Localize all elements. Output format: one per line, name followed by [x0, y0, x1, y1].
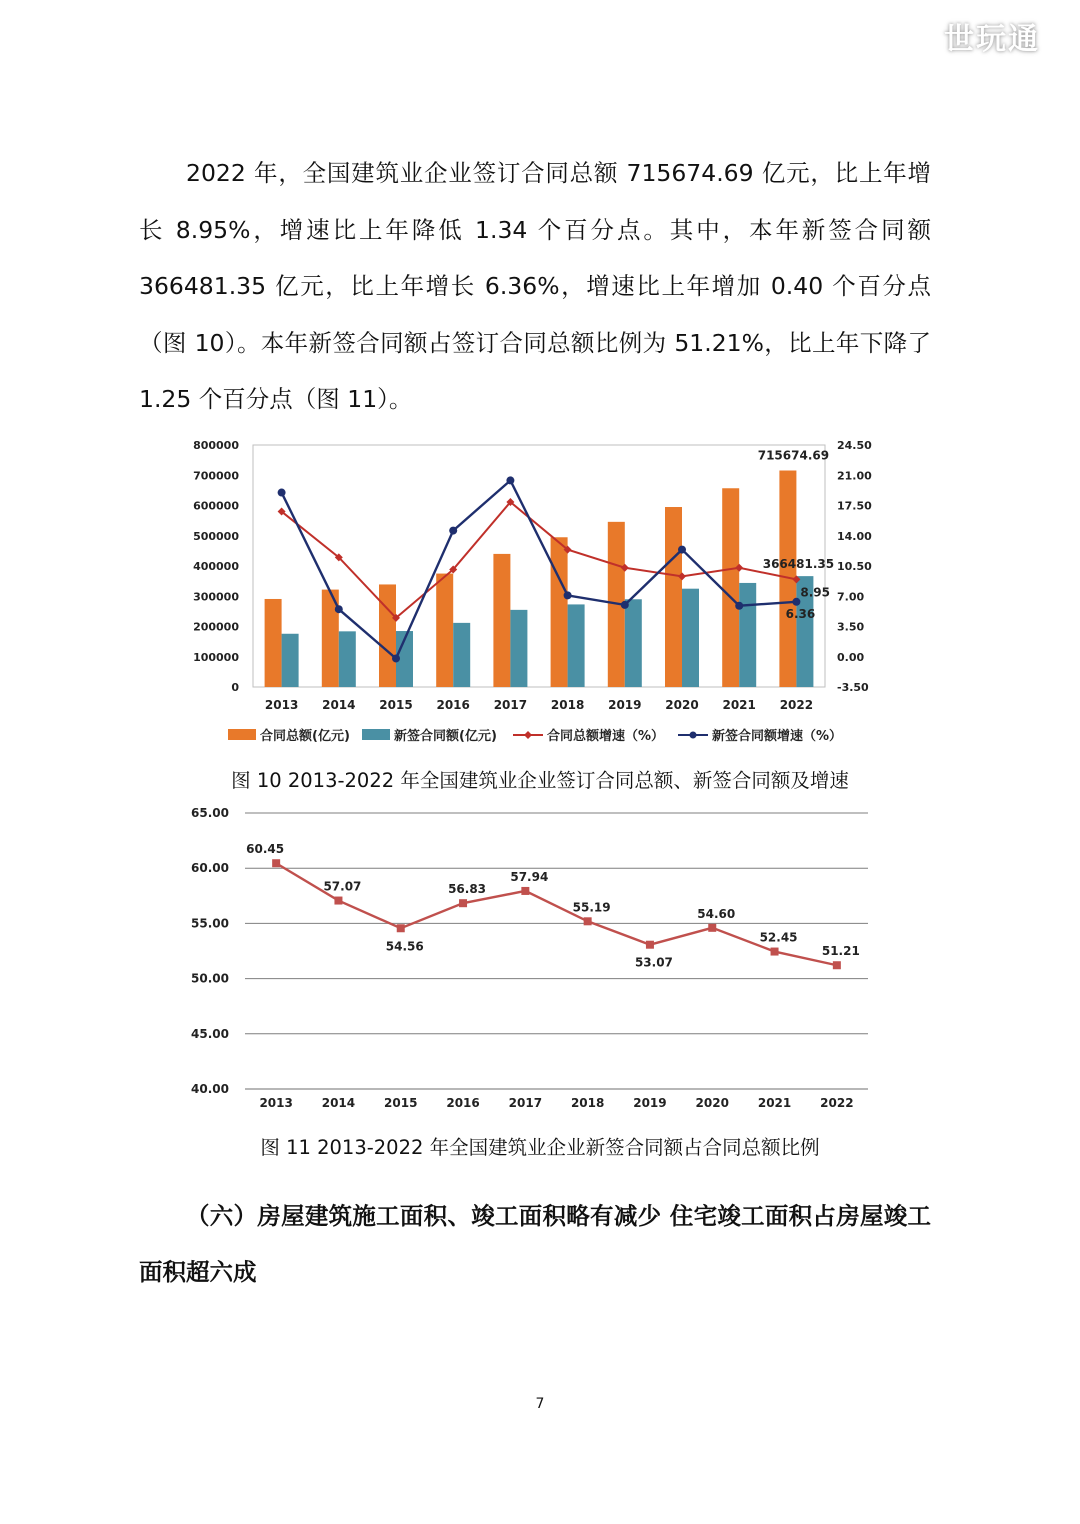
ratio-point: [646, 941, 654, 949]
legend-label: 新签合同额(亿元): [394, 729, 497, 744]
point-new-growth: [564, 591, 572, 599]
point-new-growth: [506, 476, 514, 484]
line-total-growth: [282, 502, 797, 618]
x-tick-label: 2017: [508, 1096, 543, 1110]
y-tick-label: 40.00: [191, 1082, 229, 1096]
ratio-line: [276, 863, 837, 965]
point-new-growth: [392, 654, 400, 662]
intro-paragraph: 2022 年，全国建筑业企业签订合同总额 715674.69 亿元，比上年增长 8.95%，增速比上年降低 1.34 个百分点。其中，本年新签合同额 366481.35 亿元，比上年增长 6.36%，增速比上年增加 0.40 个百分点（图 10）。本年新签合同额占签订合同总额比例为 51.21%，比上年下降了 1.25 个百分点（图 11）。: [139, 159, 931, 413]
x-tick-label: 2022: [779, 698, 814, 712]
x-tick-label: 2020: [665, 698, 699, 712]
point-new-growth: [735, 602, 743, 610]
bar-new-contract: [282, 634, 299, 687]
legend-swatch: [362, 729, 390, 740]
line-new-growth: [282, 480, 797, 658]
right-tick-label: -3.50: [837, 681, 869, 694]
right-tick-label: 3.50: [837, 620, 865, 634]
x-tick-label: 2019: [633, 1096, 667, 1110]
annotation-total-growth-2022: 8.95: [800, 585, 831, 600]
bar-new-contract: [453, 623, 470, 687]
right-tick-label: 21.00: [837, 469, 872, 483]
page-number: 7: [535, 1396, 545, 1412]
bar-total-contract: [379, 584, 396, 687]
watermark-logo: 世玩通: [944, 22, 1040, 57]
ratio-data-label: 60.45: [246, 842, 285, 857]
bar-total-contract: [493, 554, 510, 687]
right-tick-label: 10.50: [837, 560, 872, 573]
y-tick-label: 65.00: [191, 806, 229, 820]
ratio-point: [584, 917, 592, 925]
ratio-point: [708, 924, 716, 932]
right-tick-label: 17.50: [837, 499, 872, 513]
x-tick-label: 2014: [321, 1096, 356, 1110]
ratio-data-label: 53.07: [634, 955, 673, 970]
right-tick-label: 0.00: [837, 650, 865, 664]
legend-label: 合同总额(亿元): [260, 729, 350, 744]
ratio-point: [397, 924, 405, 932]
x-tick-label: 2021: [722, 698, 756, 712]
bar-new-contract: [682, 589, 699, 687]
left-tick-label: 300000: [193, 590, 239, 604]
right-tick-label: 24.50: [837, 439, 872, 452]
ratio-data-label: 55.19: [572, 900, 611, 915]
ratio-data-label: 54.60: [697, 906, 736, 921]
annotation-new-growth-2022: 6.36: [785, 606, 816, 621]
bar-total-contract: [551, 537, 568, 687]
left-tick-label: 700000: [193, 469, 239, 483]
legend-marker: [524, 731, 532, 739]
bar-total-contract: [665, 507, 682, 687]
x-tick-label: 2016: [436, 698, 470, 712]
point-new-growth: [278, 489, 286, 497]
legend-marker: [690, 732, 697, 739]
left-tick-label: 400000: [193, 560, 239, 573]
ratio-data-label: 57.07: [323, 879, 362, 894]
bar-new-contract: [339, 631, 356, 687]
left-tick-label: 200000: [193, 620, 239, 634]
point-new-growth: [449, 527, 457, 535]
bar-new-contract: [739, 583, 756, 687]
x-tick-label: 2016: [446, 1096, 480, 1110]
figure-10-chart: [0, 425, 1080, 760]
ratio-data-label: 54.56: [385, 939, 424, 954]
y-tick-label: 45.00: [191, 1026, 229, 1041]
figure-11-caption: 图 11 2013-2022 年全国建筑业企业新签合同额占合同总额比例: [260, 1136, 820, 1159]
bar-total-contract: [265, 599, 282, 687]
left-tick-label: 600000: [193, 499, 239, 513]
right-tick-label: 7.00: [837, 590, 865, 604]
x-tick-label: 2013: [259, 1096, 293, 1110]
point-new-growth: [678, 546, 686, 554]
x-tick-label: 2014: [322, 698, 356, 712]
legend-swatch: [228, 729, 256, 740]
ratio-point: [521, 887, 529, 895]
ratio-data-label: 57.94: [510, 869, 549, 884]
x-tick-label: 2021: [757, 1096, 792, 1110]
left-tick-label: 800000: [193, 439, 239, 452]
ratio-point: [771, 948, 779, 956]
legend-label: 合同总额增速（%）: [547, 729, 665, 744]
bar-total-contract: [436, 574, 453, 687]
bar-total-contract: [722, 488, 739, 687]
ratio-data-label: 52.45: [759, 930, 798, 945]
left-tick-label: 500000: [193, 529, 239, 543]
bar-new-contract: [510, 610, 527, 687]
left-tick-label: 0: [231, 681, 239, 694]
x-tick-label: 2022: [820, 1096, 854, 1110]
ratio-point: [459, 899, 467, 907]
ratio-data-label: 56.83: [448, 882, 487, 897]
x-tick-label: 2017: [493, 698, 528, 712]
right-tick-label: 14.00: [837, 529, 872, 543]
figure-11-chart: [0, 795, 1080, 1125]
left-tick-label: 100000: [193, 650, 239, 664]
bar-new-contract: [568, 604, 585, 687]
bar-new-contract: [625, 599, 642, 687]
x-tick-label: 2019: [608, 698, 642, 712]
point-new-growth: [621, 601, 629, 609]
y-tick-label: 60.00: [191, 861, 229, 876]
x-tick-label: 2013: [264, 698, 299, 712]
x-tick-label: 2018: [550, 698, 585, 712]
x-tick-label: 2015: [384, 1096, 418, 1110]
ratio-data-label: 51.21: [821, 944, 860, 959]
figure-10-caption: 图 10 2013-2022 年全国建筑业企业签订合同总额、新签合同额及增速: [231, 769, 849, 792]
point-new-growth: [335, 605, 343, 613]
x-tick-label: 2018: [570, 1096, 605, 1110]
ratio-point: [272, 859, 280, 867]
annotation-new-2022: 366481.35: [762, 557, 835, 572]
x-tick-label: 2015: [379, 698, 413, 712]
section-heading: （六）房屋建筑施工面积、竣工面积略有减少 住宅竣工面积占房屋竣工面积超六成: [139, 1202, 931, 1286]
point-new-growth: [792, 598, 800, 606]
y-tick-label: 50.00: [191, 971, 229, 986]
legend-label: 新签合同额增速（%）: [712, 729, 843, 744]
ratio-point: [833, 961, 841, 969]
annotation-total-2022: 715674.69: [757, 448, 830, 463]
x-tick-label: 2020: [695, 1096, 729, 1110]
y-tick-label: 55.00: [191, 916, 229, 931]
ratio-point: [334, 897, 342, 905]
